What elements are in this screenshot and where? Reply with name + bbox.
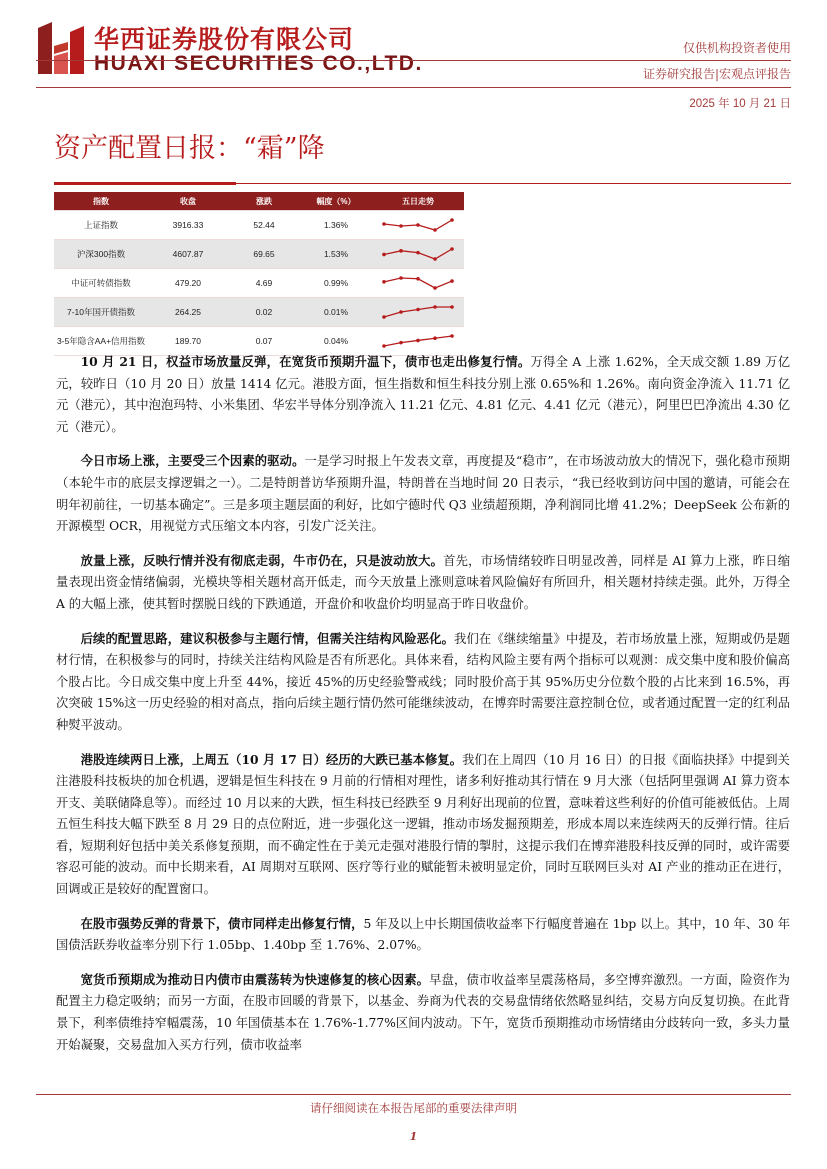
column-header: 幅度（%） [300, 192, 372, 211]
trend-point [416, 308, 420, 312]
trend-sparkline [380, 305, 456, 319]
header-divider [36, 87, 791, 88]
paragraph-lead: 今日市场上涨，主要受三个因素的驱动。 [80, 453, 305, 469]
close-value: 479.20 [148, 269, 228, 298]
trend-point [382, 222, 386, 226]
paragraph-text: 首先，市场情绪较昨日明显改善，同样是 AI 算力上涨，昨日缩量表现出资金情绪偏弱，光模块等相关题材高开低走，而今天放量上涨则意味着风险偏好有所回升，相关题材持续走强。此外，万得全 A 的大幅上涨，使其暂时摆脱日线的下跌通道，开盘价和收盘价均明显高于昨日收盘价。 [56, 553, 790, 611]
report-body [56, 351, 790, 1068]
index-name: 沪深300指数 [54, 240, 148, 269]
close-value: 3916.33 [148, 211, 228, 240]
close-value: 264.25 [148, 298, 228, 327]
paragraph [56, 749, 790, 901]
close-value: 4607.87 [148, 240, 228, 269]
trend-sparkline-cell [372, 298, 464, 327]
paragraph-lead: 放量上涨，反映行情并没有彻底走弱，牛市仍在，只是波动放大。 [80, 552, 444, 568]
trend-point [382, 315, 386, 319]
trend-point [399, 276, 403, 280]
trend-point [433, 228, 437, 232]
change-value: 4.69 [228, 269, 300, 298]
trend-point [450, 279, 454, 283]
column-header: 涨跌 [228, 192, 300, 211]
paragraph-text: 万得全 A 上涨 1.62%，全天成交额 1.89 万亿元，较昨日（10 月 20 日）放量 1414 亿元。港股方面，恒生指数和恒生科技分别上涨 0.65%和 1.26%。南向资金净流入 11.71 亿元（港元），其中泡泡玛特、小米集团、华宏半导体分别净流入 11.21 亿元、4.81 亿元、4.41 亿元（港元），阿里巴巴净流出 4.30 亿元（港元）。 [56, 355, 790, 434]
trend-point [416, 339, 420, 343]
trend-sparkline [380, 334, 456, 348]
index-name: 7-10年国开债指数 [54, 298, 148, 327]
trend-point [416, 223, 420, 227]
trend-point [382, 253, 386, 257]
footer-divider [36, 1094, 791, 1095]
trend-point [450, 305, 454, 309]
trend-point [382, 344, 386, 348]
header-divider [36, 60, 791, 61]
market-table [54, 192, 464, 356]
trend-point [399, 310, 403, 314]
column-header: 五日走势 [372, 192, 464, 211]
column-header: 收盘 [148, 192, 228, 211]
change-value: 69.65 [228, 240, 300, 269]
audience-note: 仅供机构投资者使用 [682, 41, 791, 55]
change-value: 0.07 [228, 327, 300, 356]
paragraph [56, 550, 790, 616]
trend-point [399, 341, 403, 345]
paragraph-lead: 在股市强势反弹的背景下，债市同样走出修复行情， [80, 915, 364, 931]
trend-sparkline-cell [372, 211, 464, 240]
paragraph-text: 我们在《继续缩量》中提及，若市场放量上涨，短期或仍是题材行情，在积极参与的同时，持续关注结构风险是否有所恶化。具体来看，结构风险主要有两个指标可以观测：成交集中度和股价偏高个股占比。今日成交集中度上升至 44%，接近 45%的历史经验警戒线；同时股价高于其 95%历史分位数个股的占比来到 16.5%，再次突破 15%这一历史经验的相对高点，指向后续主题行情仍然可能继续波动，在博弈时需要注意控制仓位，或者通过配置一定的红利品种熨平波动。 [56, 631, 790, 732]
trend-sparkline-cell [372, 240, 464, 269]
trend-point [450, 334, 454, 338]
report-date: 2025 年 10 月 21 日 [689, 98, 791, 110]
trend-point [433, 257, 437, 261]
paragraph-lead: 后续的配置思路，建议积极参与主题行情，但需关注结构风险恶化。 [80, 630, 455, 646]
trend-point [433, 305, 437, 309]
page-number: 1 [409, 1130, 418, 1143]
paragraph [56, 969, 790, 1056]
paragraph-text: 5 年及以上中长期国债收益率下行幅度普遍在 1bp 以上。其中，10 年、30 年国债活跃券收益率分别下行 1.05bp、1.40bp 至 1.76%、2.07%。 [56, 916, 790, 953]
trend-point [433, 336, 437, 340]
paragraph-text: 早盘，债市收益率呈震荡格局，多空博弈激烈。一方面，险资作为配置主力稳定吸纳；而另一方面，在股市回暖的背景下，以基金、券商为代表的交易盘情绪依然略显纠结，交易方向反复切换。在此背景下，利率债维持窄幅震荡，10 年国债基本在 1.76%-1.77%区间内波动。下午，宽货币预期推动市场情绪由分歧转向一致，多头力量开始凝聚，交易盘加入买方行列，债市收益率 [56, 972, 790, 1052]
index-name: 上证指数 [54, 211, 148, 240]
trend-point [399, 249, 403, 253]
close-value: 189.70 [148, 327, 228, 356]
paragraph-text: 一是学习时报上午发表文章，再度提及“稳市”，在市场波动放大的情况下，强化稳市预期（本轮牛市的底层支撑逻辑之一）。二是特朗普访华预期升温，特朗普在当地时间 20 日表示，“我已经收到访问中国的邀请，可能会在明年初前往，一切基本确定”。三是多项主题层面的利好，比如宁德时代 Q3 业绩超预期，净利润同比增 41.2%；DeepSeek 公布新的开源模型 OCR，用视觉方式压缩文本内容，引发广泛关注。 [56, 454, 790, 534]
table-row [54, 240, 464, 269]
company-name-cn: 华西证券股份有限公司 [94, 25, 355, 54]
trend-point [450, 247, 454, 251]
paragraph [56, 450, 790, 537]
trend-sparkline-cell [372, 269, 464, 298]
pct-value: 0.99% [300, 269, 372, 298]
trend-point [399, 224, 403, 228]
pct-value: 0.04% [300, 327, 372, 356]
paragraph-lead: 港股连续两日上涨，上周五（10 月 17 日）经历的大跌已基本修复。 [80, 751, 463, 767]
index-name: 3-5年隐含AA+信用指数 [54, 327, 148, 356]
page-title: 资产配置日报：“霜”降 [54, 133, 325, 164]
legal-disclaimer: 请仔细阅读在本报告尾部的重要法律声明 [310, 1101, 517, 1115]
change-value: 0.02 [228, 298, 300, 327]
pct-value: 0.01% [300, 298, 372, 327]
trend-point [433, 286, 437, 290]
paragraph-lead: 宽货币预期成为推动日内债市由震荡转为快速修复的核心因素。 [80, 971, 430, 987]
index-name: 中证可转债指数 [54, 269, 148, 298]
trend-point [416, 251, 420, 255]
company-name-en: HUAXI SECURITIES CO.,LTD. [94, 52, 423, 75]
change-value: 52.44 [228, 211, 300, 240]
table-row [54, 298, 464, 327]
pct-value: 1.36% [300, 211, 372, 240]
trend-point [416, 277, 420, 281]
column-header: 指数 [54, 192, 148, 211]
title-underline [54, 182, 236, 185]
trend-point [382, 280, 386, 284]
paragraph-lead: 10 月 21 日，权益市场放量反弹，在宽货币预期升温下，债市也走出修复行情。 [80, 354, 531, 369]
company-logo [38, 22, 84, 74]
paragraph [56, 351, 790, 438]
table-row [54, 269, 464, 298]
paragraph-text: 我们在上周四（10 月 16 日）的日报《面临抉择》中提到关注港股科技板块的加仓机遇，逻辑是恒生科技在 9 月前的行情相对理性，诸多利好推动其行情在 9 月大涨（包括阿里强调 AI 算力资本开支、美联储降息等）。而经过 10 月以来的大跌，恒生科技已经跌至 9 月利好出现前的位置，意味着这些利好的价值可能被低估。上周五恒生科技大幅下跌至 8 月 29 日的点位附近，进一步强化这一逻辑，推动市场发掘预期差，形成本周以来连续两天的反弹行情。往后看，短期利好包括中美关系修复预期，而不确定性在于美元走强对港股行情的掣肘，这提示我们在博弈港股科技反弹的同时，或许需要容忍可能的波动。而中长期来看，AI 周期对互联网、医疗等行业的赋能暂未被明显定价，同时互联网巨头对 AI 产业的推动正在进行，回调或正是较好的配置窗口。 [56, 752, 790, 897]
pct-value: 1.53% [300, 240, 372, 269]
trend-point [450, 218, 454, 222]
trend-sparkline [380, 247, 456, 261]
paragraph [56, 628, 790, 737]
paragraph [56, 913, 790, 957]
table-row [54, 211, 464, 240]
title-underline [236, 183, 791, 184]
report-category: 证券研究报告|宏观点评报告 [642, 67, 791, 81]
trend-sparkline [380, 276, 456, 290]
trend-sparkline [380, 218, 456, 232]
